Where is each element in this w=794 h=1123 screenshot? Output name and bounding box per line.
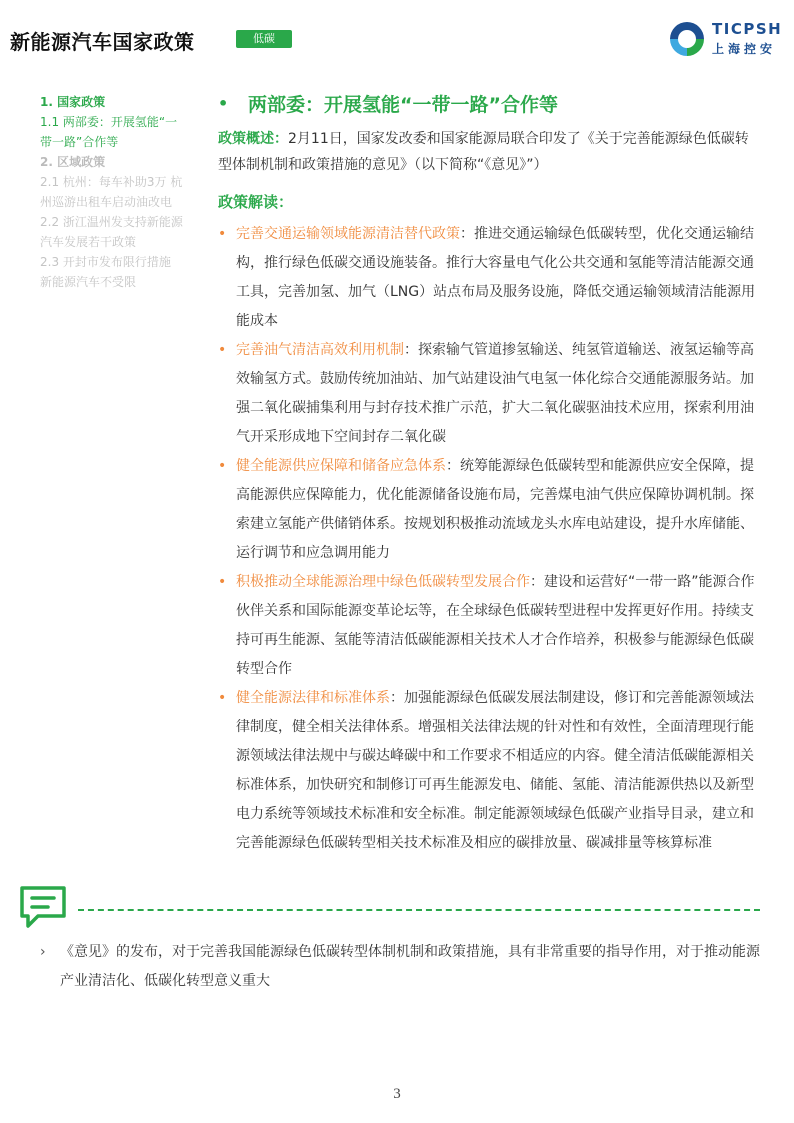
list-item: [218, 336, 758, 452]
toc-item-2-1-cont[interactable]: 州巡游出租车启动油改电: [40, 195, 173, 209]
logo-text-cn: 上海控安: [712, 42, 777, 56]
page-number: 3: [393, 1086, 401, 1102]
policy-list: [218, 220, 758, 858]
logo-text-en: TICPSH: [712, 20, 783, 38]
list-bullet: •: [218, 226, 227, 242]
item-text: ：推进交通运输绿色低碳转型，优化交通运输结构，推行绿色低碳交通设施装备。推行大容量电气化公共交通和氢能等清洁能源交通工具，完善加氢、加气（LNG）站点布局及服务设施，降低交通运输领域清洁能源用能成本: [236, 226, 756, 329]
item-text: ：探索输气管道掺氢输送、纯氢管道输送、液氢运输等高效输氢方式。鼓励传统加油站、加气站建设油气电氢一体化综合交通能源服务站。加强二氧化碳捕集利用与封存技术推广示范，扩大二氧化碳驱油技术应用，探索利用油气开采形成地下空间封存二氧化碳: [236, 342, 754, 445]
toc-item-2-2-cont[interactable]: 汽车发展若干政策: [40, 235, 137, 249]
list-bullet: •: [218, 458, 227, 474]
item-text: ：建设和运营好“一带一路”能源合作伙伴关系和国际能源变革论坛等，在全球绿色低碳转型进程中发挥更好作用。持续支持可再生能源、氢能等清洁低碳能源相关技术人才合作培养，积极参与能源绿色低碳转型合作: [236, 574, 755, 677]
conclusion-text: 《意见》的发布，对于完善我国能源绿色低碳转型体制机制和政策措施，具有非常重要的指导作用，对于推动能源产业清洁化、低碳化转型意义重大: [60, 944, 760, 989]
toc-item-1-1[interactable]: 1.1 两部委：开展氢能“一: [40, 115, 178, 129]
toc-item-2-1[interactable]: 2.1 杭州：每车补助3万 杭: [40, 175, 183, 189]
chevron-right-icon: ›: [40, 944, 46, 960]
list-bullet: •: [218, 690, 227, 706]
list-bullet: •: [218, 574, 227, 590]
page-header-title: 新能源汽车国家政策: [10, 30, 195, 54]
main-content: [218, 86, 758, 858]
toc-item-2-3-cont[interactable]: 新能源汽车不受限: [40, 275, 137, 289]
toc-item-national-policy[interactable]: 1. 国家政策: [40, 95, 106, 109]
item-highlight: 完善交通运输领域能源清洁替代政策: [236, 226, 460, 242]
item-text: ：加强能源绿色低碳发展法制建设，修订和完善能源领域法律制度，健全相关法律体系。增强相关法律法规的针对性和有效性，全面清理现行能源领域法律法规中与碳达峰碳中和工作要求不相适应的内容。健全清洁低碳能源相关标准体系，加快研究和制修订可再生能源发电、储能、氢能、清洁能源供热以及新型电力系统等领域技术标准和安全标准。制定能源领域绿色低碳产业指导目录，建立和完善能源绿色低碳转型相关技术标准及相应的碳排放量、碳减排量等核算标准: [236, 690, 754, 851]
overview-text: 2月11日，国家发改委和国家能源局联合印发了《关于完善能源绿色低碳转型体制机制和政策措施的意见》（以下简称“《意见》”）: [218, 131, 749, 173]
item-highlight: 健全能源供应保障和储备应急体系: [236, 458, 446, 474]
list-item: [218, 684, 758, 858]
logo-swirl-icon: [668, 20, 706, 58]
table-of-contents: [40, 92, 200, 292]
company-logo: [668, 20, 783, 60]
list-item: [218, 452, 758, 568]
list-item: [218, 220, 758, 336]
section-title: [218, 86, 758, 120]
item-highlight: 健全能源法律和标准体系: [236, 690, 390, 706]
item-highlight: 完善油气清洁高效利用机制: [236, 342, 404, 358]
category-tag: 低碳: [236, 30, 292, 48]
list-item: [218, 568, 758, 684]
toc-item-2-3[interactable]: 2.3 开封市发布限行措施: [40, 255, 171, 269]
comment-icon: [18, 884, 68, 932]
dashed-divider-line: [78, 909, 760, 911]
overview-label: 政策概述：: [218, 131, 288, 147]
toc-item-regional-policy[interactable]: 2. 区域政策: [40, 155, 106, 169]
item-highlight: 积极推动全球能源治理中绿色低碳转型发展合作: [236, 574, 530, 590]
conclusion: [40, 938, 762, 996]
toc-item-2-2[interactable]: 2.2 浙江温州发支持新能源: [40, 215, 183, 229]
interpretation-heading: 政策解读：: [218, 193, 294, 211]
section-title-text: 两部委：开展氢能“一带一路”合作等: [248, 93, 558, 116]
policy-overview: [218, 126, 758, 178]
section-divider: [18, 884, 760, 934]
item-text: ：统筹能源绿色低碳转型和能源供应安全保障，提高能源供应保障能力，优化能源储备设施布局，完善煤电油气供应保障协调机制。探索建立氢能产供储销体系。按规划积极推动流域龙头水库电站建设，提升水库储能、运行调节和应急调用能力: [236, 458, 754, 561]
list-bullet: •: [218, 342, 227, 358]
toc-item-1-1-cont[interactable]: 带一路”合作等: [40, 135, 119, 149]
title-bullet: •: [218, 93, 229, 113]
